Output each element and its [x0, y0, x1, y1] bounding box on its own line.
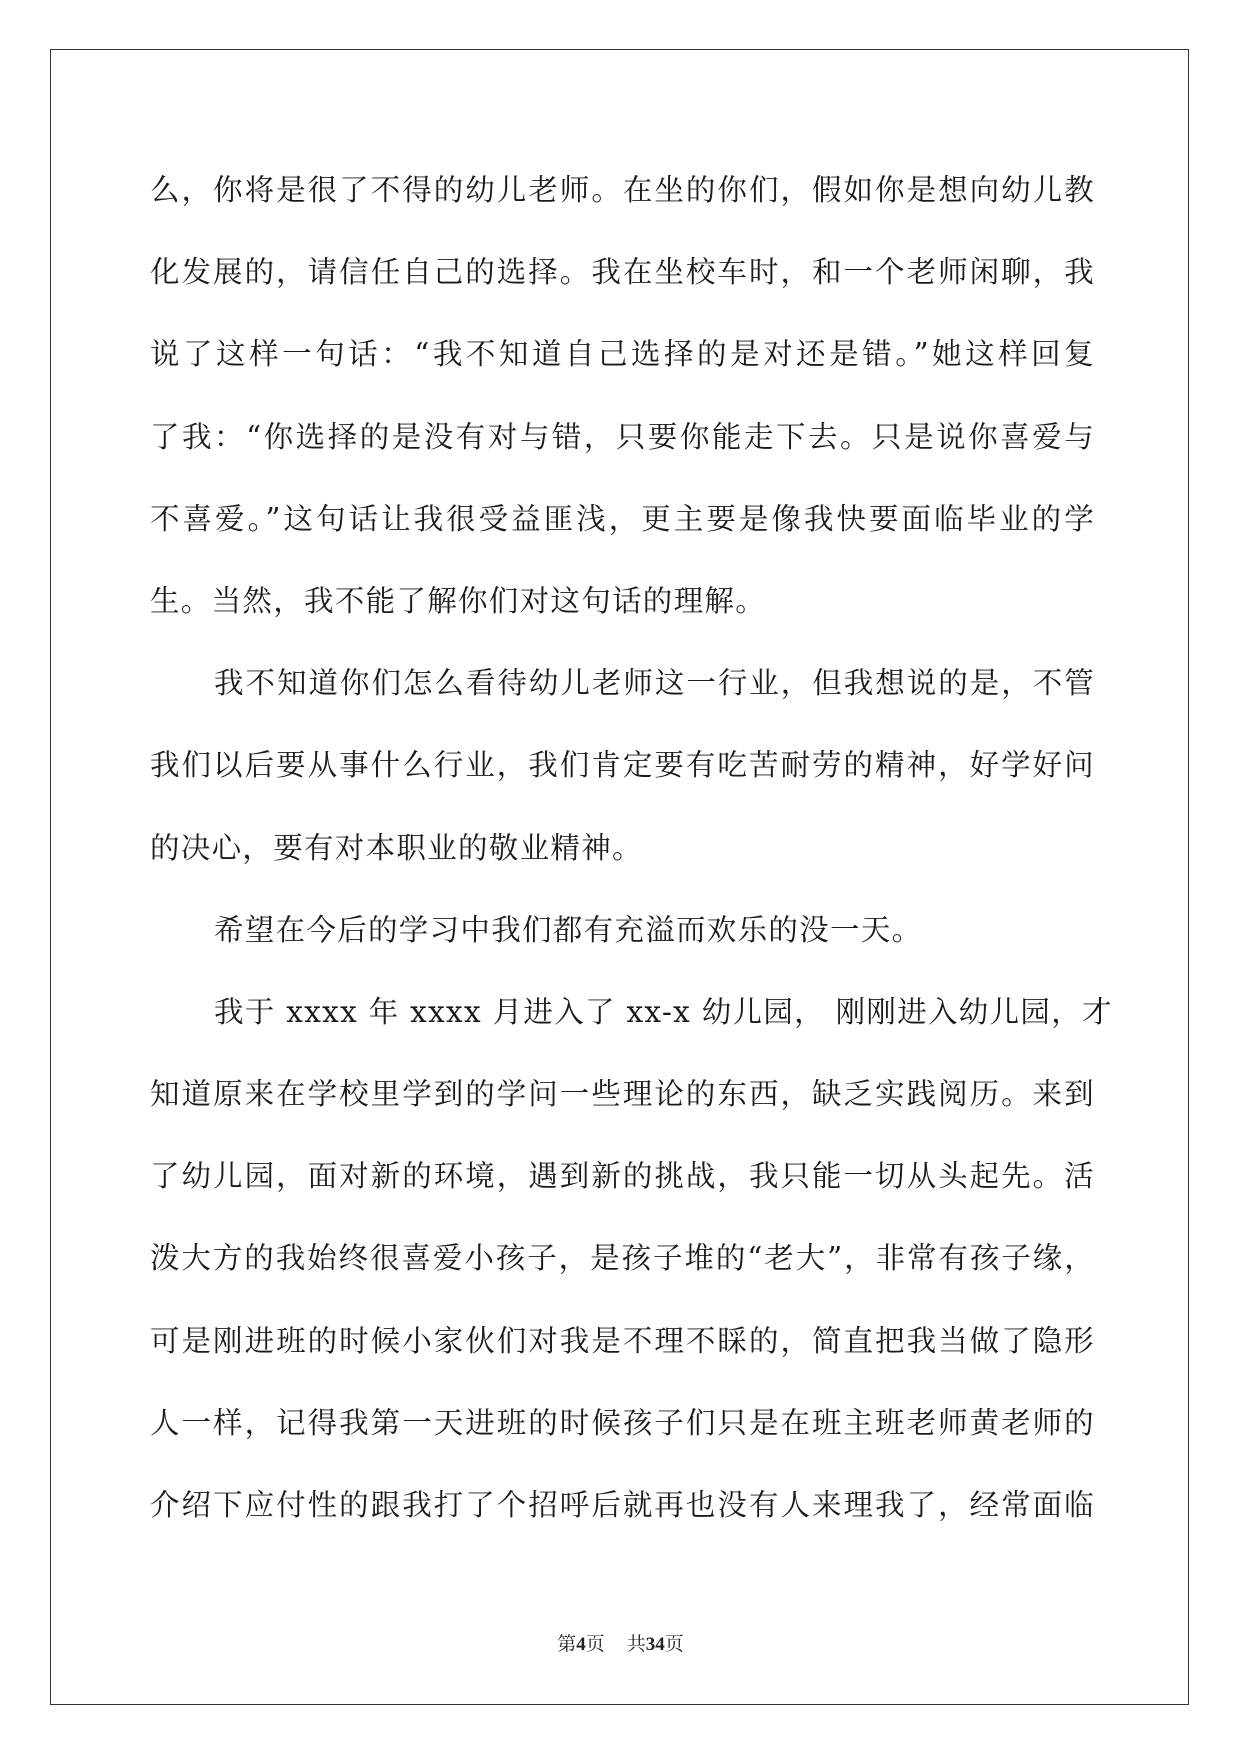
text-line: 希望在今后的学习中我们都有充溢而欢乐的没一天。: [214, 912, 923, 947]
body-text: [150, 160, 1113, 1557]
text-line: 说了这样一句话：“我不知道自己选择的是对还是错。”她这样回复: [150, 337, 1095, 372]
text-line: 介绍下应付性的跟我打了个招呼后就再也没有人来理我了，经常面临: [150, 1488, 1095, 1522]
page-number: 4: [576, 1634, 586, 1655]
text-line: 不喜爱。”这句话让我很受益匪浅，更主要是像我快要面临毕业的学: [150, 501, 1095, 536]
text-line: 人一样，记得我第一天进班的时候孩子们只是在班主班老师黄老师的: [150, 1405, 1095, 1440]
footer-prefix: 第: [557, 1633, 577, 1655]
footer-total-suffix: 页: [664, 1633, 684, 1655]
text-line: 了我：“你选择的是没有对与错，只要你能走下去。只是说你喜爱与: [150, 419, 1095, 454]
text-line: 可是刚进班的时候小家伙们对我是不理不睬的，简直把我当做了隐形: [150, 1323, 1095, 1358]
text-line: 知道原来在学校里学到的学问一些理论的东西，缺乏实践阅历。来到: [150, 1077, 1095, 1112]
text-line: 我于 xxxx 年 xxxx 月进入了 xx-x 幼儿园， 刚刚进入幼儿园，才: [214, 994, 1113, 1029]
footer-page-suffix: 页: [585, 1633, 605, 1655]
text-line: 化发展的，请信任自己的选择。我在坐校车时，和一个老师闲聊，我: [150, 255, 1095, 290]
text-line: 么，你将是很了不得的幼儿老师。在坐的你们，假如你是想向幼儿教: [150, 173, 1095, 207]
page-footer: [0, 1629, 1241, 1656]
text-line: 我们以后要从事什么行业，我们肯定要有吃苦耐劳的精神，好学好问: [150, 748, 1095, 783]
text-line: 了幼儿园，面对新的环境，遇到新的挑战，我只能一切从头起先。活: [150, 1159, 1095, 1194]
total-pages: 34: [645, 1634, 665, 1655]
text-line: 泼大方的我始终很喜爱小孩子，是孩子堆的“老大”，非常有孩子缘，: [150, 1241, 1095, 1276]
footer-total-prefix: 共: [626, 1633, 646, 1655]
text-line: 生。当然，我不能了解你们对这句话的理解。: [150, 583, 767, 618]
text-line: 的决心，要有对本职业的敬业精神。: [150, 830, 643, 865]
text-line: 我不知道你们怎么看待幼儿老师这一行业，但我想说的是，不管: [214, 666, 1095, 701]
